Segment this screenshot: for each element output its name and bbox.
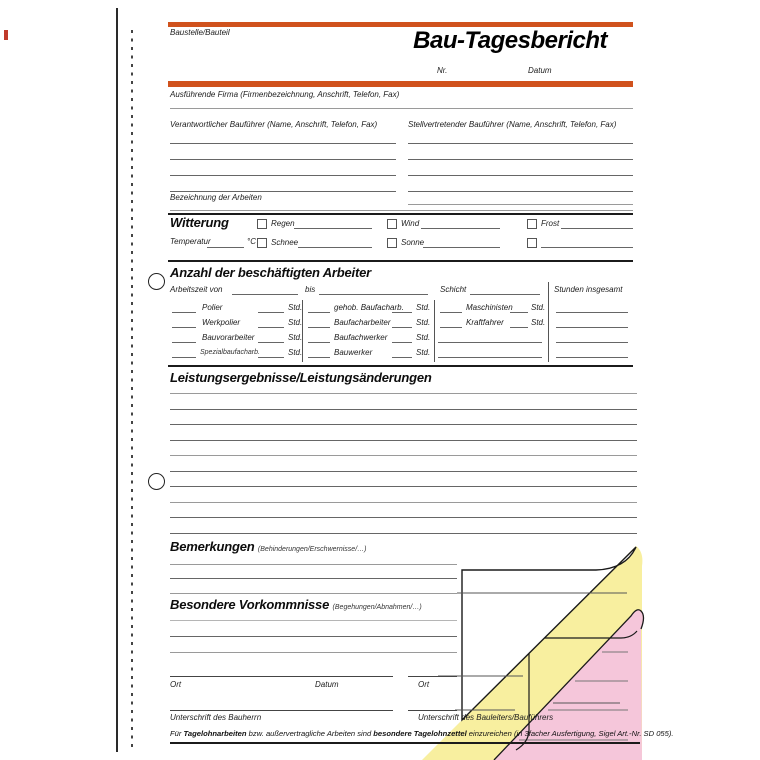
punch-hole (148, 273, 165, 290)
count-line (172, 357, 196, 358)
signature-line (408, 710, 457, 711)
hours-line (510, 312, 528, 313)
hours-line (392, 357, 412, 358)
ruled-line (408, 175, 633, 176)
hours-line (258, 312, 284, 313)
ruled-line (438, 357, 542, 358)
perforation-line (131, 30, 133, 748)
temperatur-unit: °C (247, 237, 256, 246)
temperatur-label: Temperatur (170, 237, 211, 246)
ruled-line (408, 143, 633, 144)
count-line (440, 312, 462, 313)
ruled-line (170, 440, 637, 441)
checkbox-regen (257, 219, 267, 229)
ruled-line (170, 486, 637, 487)
ruled-line (470, 294, 540, 295)
ruled-line (170, 502, 637, 503)
std-label: Std. (531, 303, 546, 312)
temperatur-line (207, 247, 244, 248)
unterschrift-bauherr-label: Unterschrift des Bauherrn (170, 713, 262, 722)
checkbox-frost (527, 219, 537, 229)
ruled-line (232, 294, 298, 295)
ort-label: Ort (170, 680, 182, 689)
baustelle-label: Baustelle/Bauteil (170, 28, 230, 37)
ruled-line (170, 424, 637, 425)
std-label: Std. (531, 318, 546, 327)
ruled-line (170, 393, 637, 394)
firma-label: Ausführende Firma (Firmenbezeichnung, Anschrift, Telefon, Fax) (170, 90, 400, 99)
ruled-line (170, 455, 637, 456)
ruled-line (170, 517, 637, 518)
hours-line (258, 342, 284, 343)
sonne-label: Sonne (401, 238, 425, 247)
wind-label: Wind (401, 219, 420, 228)
red-registration-mark (4, 30, 8, 40)
section-divider (168, 260, 633, 262)
pad-edge-line (116, 8, 118, 752)
ruled-line (170, 143, 396, 144)
stellvertretender-label: Stellvertretender Bauführer (Name, Anschrift, Telefon, Fax) (408, 120, 617, 129)
page-title: Bau-Tagesbericht (413, 27, 607, 54)
ort-line (170, 676, 393, 677)
count-line (172, 327, 196, 328)
ruled-line (170, 210, 633, 211)
hours-line (392, 342, 412, 343)
hours-line (258, 357, 284, 358)
schnee-label: Schnee (271, 238, 299, 247)
worker-label: Baufacharbeiter (334, 318, 391, 327)
ruled-line (170, 175, 396, 176)
stunden-label: Stunden insgesamt (554, 285, 623, 294)
ruled-line (170, 191, 396, 192)
count-line (172, 342, 196, 343)
arbeiter-heading: Anzahl der beschäftigten Arbeiter (170, 265, 371, 280)
vorkommnisse-sub: (Begehungen/Abnahmen/…) (332, 604, 422, 611)
ruled-line (556, 327, 628, 328)
leistung-heading: Leistungsergebnisse/Leistungsänderungen (170, 370, 432, 385)
std-label: Std. (288, 318, 303, 327)
worker-label: Kraftfahrer (466, 318, 504, 327)
copy-sheet-stack (420, 538, 645, 760)
ruled-line (170, 471, 637, 472)
frost-label: Frost (541, 219, 560, 228)
datum-label: Datum (315, 680, 339, 689)
footer-line (170, 742, 640, 744)
ort2-label: Ort (418, 680, 430, 689)
count-line (308, 312, 330, 313)
footer-note: Für Tagelohnarbeiten bzw. außervertragliche Arbeiten sind besondere Tagelohnzettel einzureichen (in 3facher Ausfertigung, Sigel Art.-Nr. SD 055). (170, 729, 674, 738)
std-label: Std. (416, 318, 431, 327)
checkbox-schnee (257, 238, 267, 248)
ruled-line (556, 312, 628, 313)
regen-label: Regen (271, 219, 295, 228)
worker-label: Baufachwerker (334, 333, 388, 342)
checkbox-line (294, 228, 372, 229)
ruled-line (170, 593, 457, 594)
ruled-line (170, 564, 457, 565)
ruled-line (170, 108, 633, 109)
punch-hole (148, 473, 165, 490)
checkbox-line (421, 228, 500, 229)
checkbox-sonne (387, 238, 397, 248)
count-line (308, 357, 330, 358)
schicht-label: Schicht (440, 285, 467, 294)
worker-label: Spezialbaufacharb. (200, 349, 260, 356)
ruled-line (170, 533, 637, 534)
std-label: Std. (288, 303, 303, 312)
ruled-line (170, 409, 637, 410)
hours-line (392, 327, 412, 328)
column-divider (434, 300, 435, 362)
ruled-line (170, 620, 457, 621)
bemerkungen-sub: (Behinderungen/Erschwernisse/…) (257, 546, 367, 553)
ruled-line (170, 652, 457, 653)
vorkommnisse-heading: Besondere Vorkommnisse (Begehungen/Abnahmen/…) (170, 597, 422, 612)
arbeiten-label: Bezeichnung der Arbeiten (170, 193, 262, 202)
verantwortlicher-label: Verantwortlicher Bauführer (Name, Anschrift, Telefon, Fax) (170, 120, 378, 129)
count-line (172, 312, 196, 313)
section-divider (168, 213, 633, 215)
std-label: Std. (288, 348, 303, 357)
arbeitszeit-von-label: Arbeitszeit von (170, 285, 223, 294)
column-divider (548, 282, 549, 362)
checkbox-wind (387, 219, 397, 229)
ort-line (408, 676, 457, 677)
count-line (308, 342, 330, 343)
std-label: Std. (288, 333, 303, 342)
std-label: Std. (416, 333, 431, 342)
ruled-line (556, 342, 628, 343)
std-label: Std. (416, 348, 431, 357)
worker-label: Maschinisten (466, 303, 513, 312)
datum-label: Datum (528, 66, 552, 75)
worker-label: gehob. Baufacharb. (334, 303, 404, 312)
ruled-line (408, 159, 633, 160)
ruled-line (319, 294, 428, 295)
witterung-heading: Witterung (170, 215, 229, 230)
checkbox-blank (527, 238, 537, 248)
section-divider (168, 365, 633, 367)
ruled-line (170, 636, 457, 637)
ruled-line (408, 191, 633, 192)
ruled-line (170, 578, 457, 579)
worker-label: Bauwerker (334, 348, 373, 357)
bis-label: bis (305, 285, 316, 294)
count-line (308, 327, 330, 328)
ruled-line (408, 204, 633, 205)
signature-line (170, 710, 393, 711)
accent-bar-second (168, 81, 633, 87)
hours-line (510, 327, 528, 328)
ruled-line (170, 159, 396, 160)
worker-label: Werkpolier (202, 318, 241, 327)
worker-label: Polier (202, 303, 223, 312)
unterschrift-bauleiter-label: Unterschrift des Bauleiters/Bauführers (418, 713, 554, 722)
checkbox-line (561, 228, 633, 229)
nr-label: Nr. (437, 66, 448, 75)
hours-line (258, 327, 284, 328)
bemerkungen-heading: Bemerkungen (Behinderungen/Erschwernisse/…) (170, 539, 367, 554)
std-label: Std. (416, 303, 431, 312)
worker-label: Bauvorarbeiter (202, 333, 255, 342)
hours-line (392, 312, 412, 313)
checkbox-line (298, 247, 372, 248)
ruled-line (438, 342, 542, 343)
checkbox-line (423, 247, 500, 248)
checkbox-line (541, 247, 633, 248)
count-line (440, 327, 462, 328)
ruled-line (556, 357, 628, 358)
